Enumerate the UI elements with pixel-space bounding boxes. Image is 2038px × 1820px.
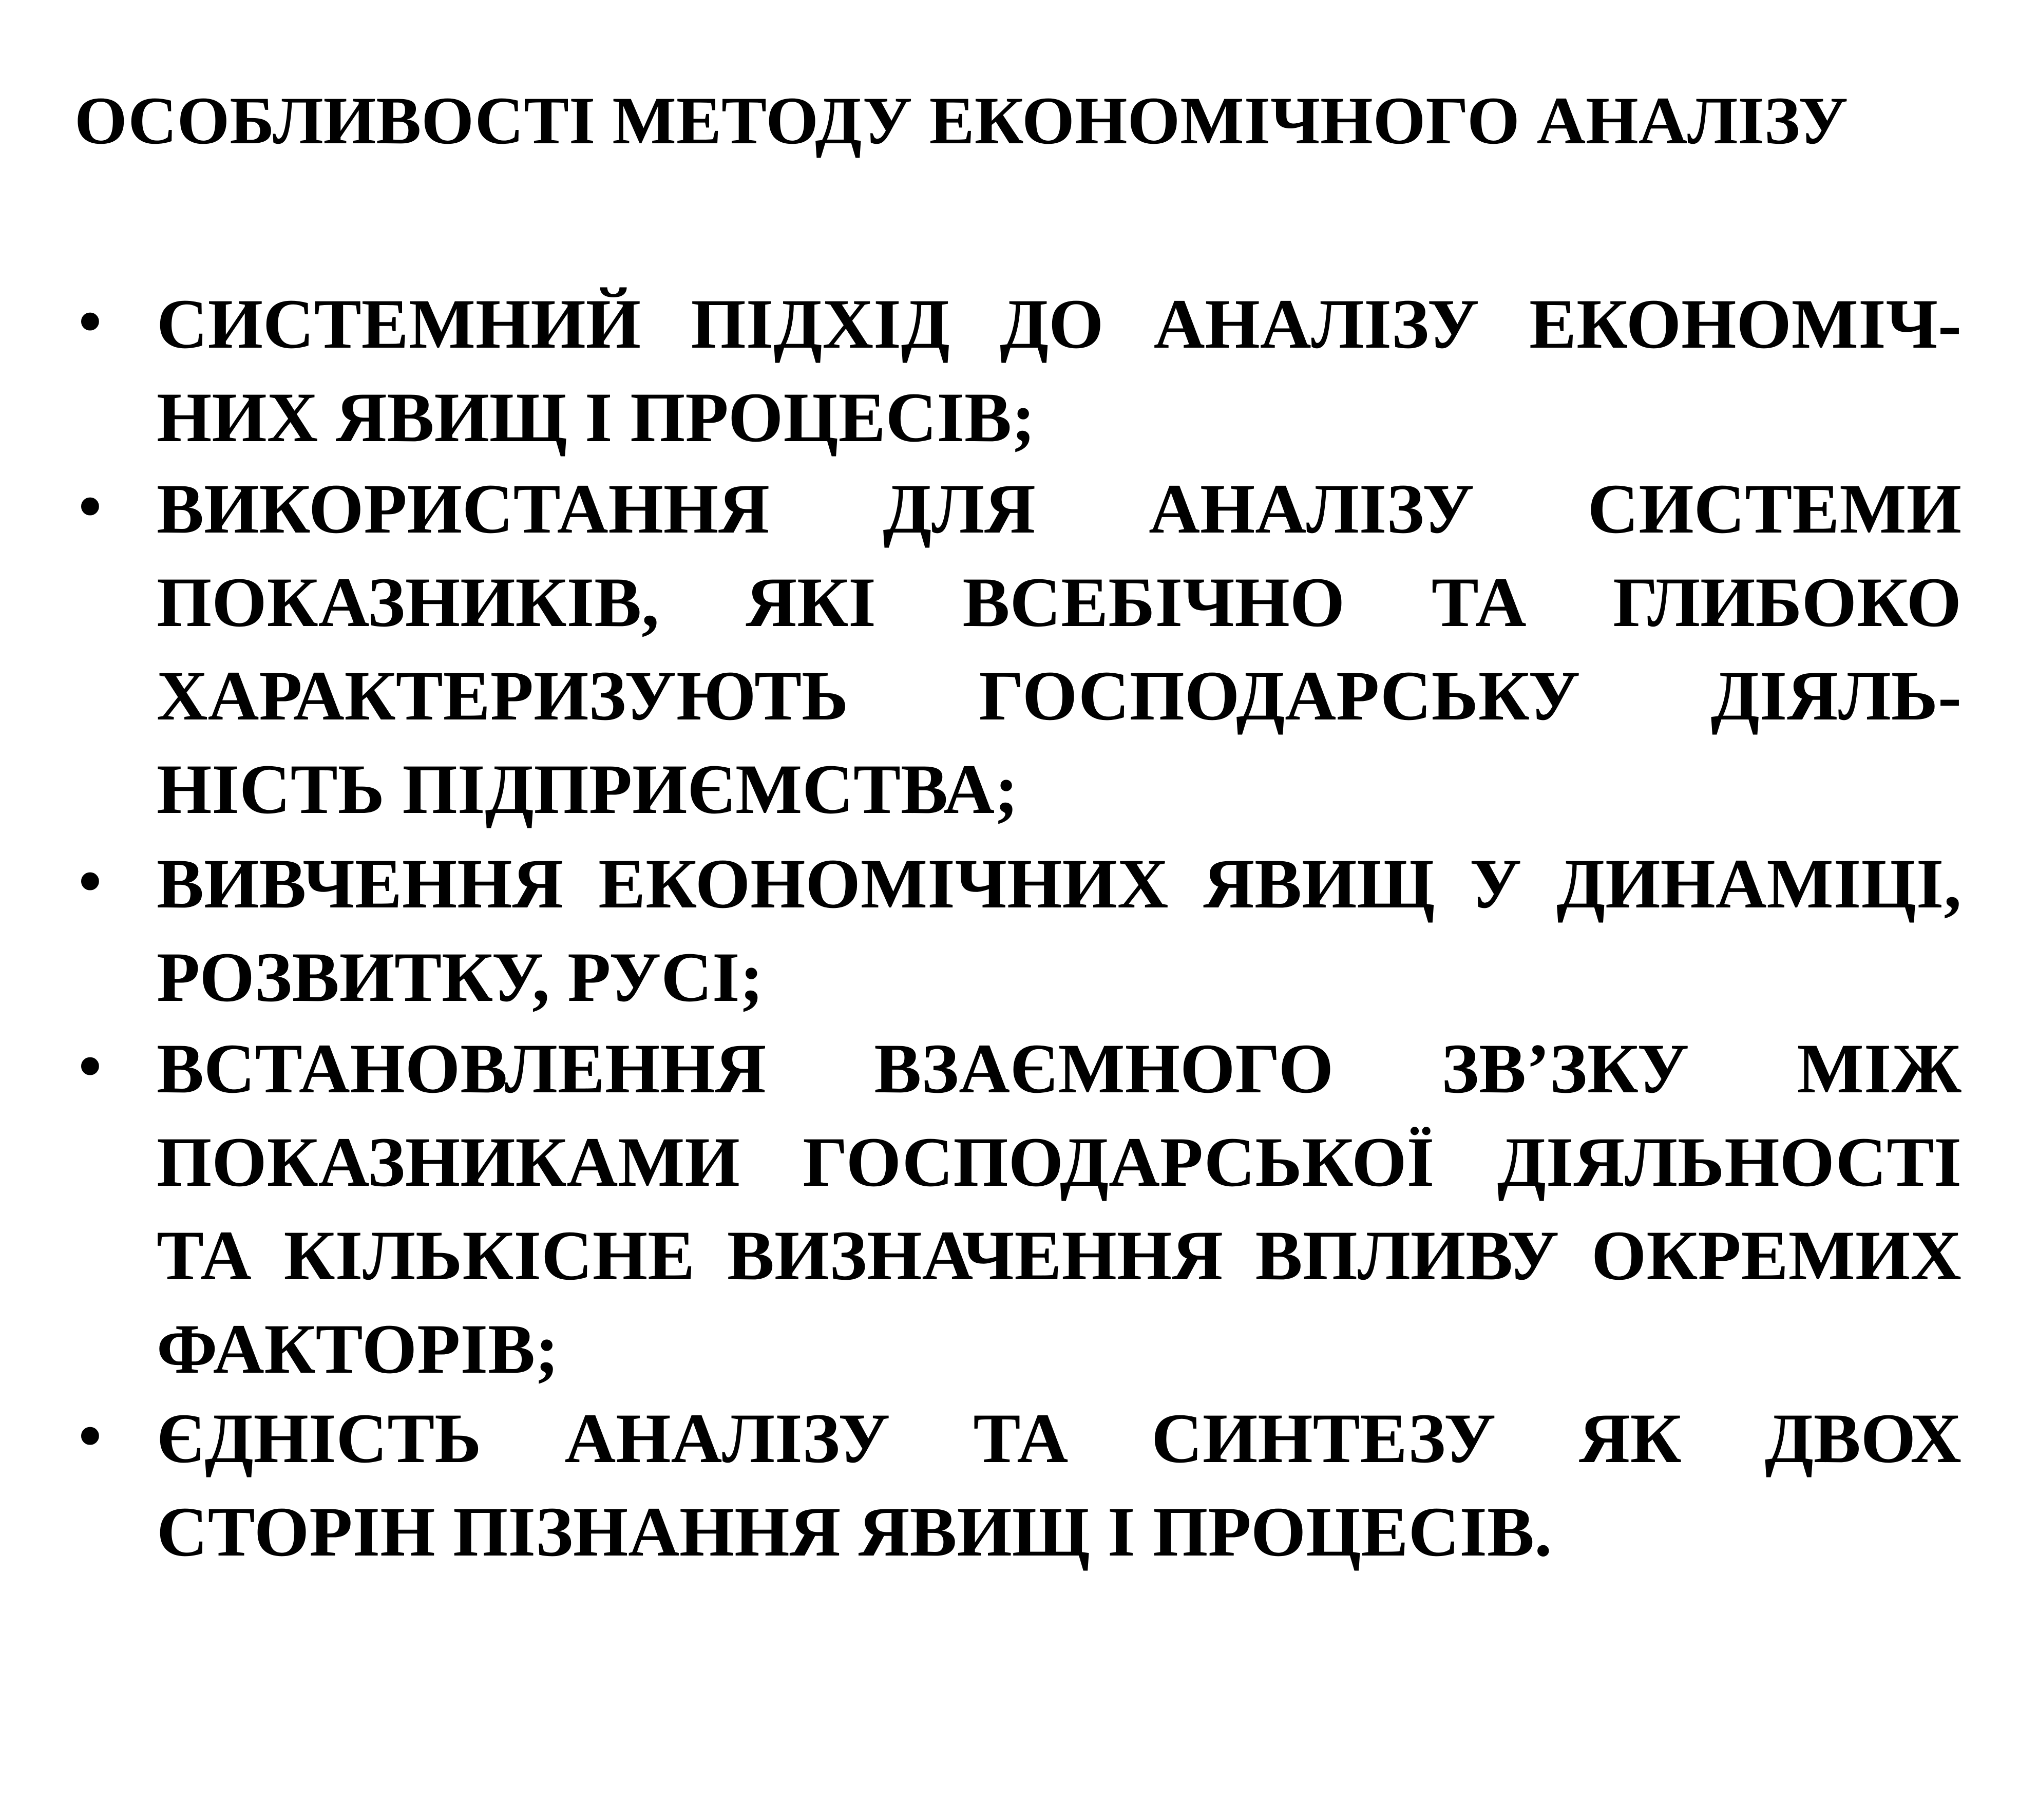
bullet-text-line: ХАРАКТЕРИЗУЮТЬ ГОСПОДАРСЬКУ ДІЯЛЬ- [157,656,1961,735]
page-title: ОСОБЛИВОСТІ МЕТОДУ ЕКОНОМІЧНОГО АНАЛІЗУ [74,83,1849,158]
bullet-text-line: ЄДНІСТЬ АНАЛІЗУ ТА СИНТЕЗУ ЯК ДВОХ [157,1399,1961,1477]
bullet-text [157,1392,1961,1579]
bullet-text [157,837,1961,1024]
bullet-text-line: ВИВЧЕННЯ ЕКОНОМІЧНИХ ЯВИЩ У ДИНАМІЦІ, [157,844,1961,923]
bullet-text [157,462,1961,836]
bullet-dot-icon: • [72,288,108,359]
bullet-text-line: ТА КІЛЬКІСНЕ ВИЗНАЧЕННЯ ВПЛИВУ ОКРЕМИХ [157,1216,1961,1295]
bullet-text-line: СТОРІН ПІЗНАННЯ ЯВИЩ І ПРОЦЕСІВ. [157,1492,1552,1571]
bullet-dot-icon: • [72,1033,108,1104]
bullet-text-line: ПОКАЗНИКАМИ ГОСПОДАРСЬКОЇ ДІЯЛЬНОСТІ [157,1123,1961,1201]
bullet-text-line: ВИКОРИСТАННЯ ДЛЯ АНАЛІЗУ СИСТЕМИ [157,469,1961,548]
bullet-text-line: НИХ ЯВИЩ І ПРОЦЕСІВ; [157,378,1036,457]
bullet-dot-icon: • [72,473,108,544]
bullet-text [157,277,1961,464]
bullet-item [72,1022,1961,1396]
bullet-dot-icon: • [72,1402,108,1474]
bullet-text-line: ФАКТОРІВ; [157,1310,559,1388]
bullet-text-line: РОЗВИТКУ, РУСІ; [157,938,764,1016]
bullet-item [72,1392,1961,1579]
bullet-text [157,1022,1961,1396]
bullet-text-line: СИСТЕМНИЙ ПІДХІД ДО АНАЛІЗУ ЕКОНОМІЧ- [157,285,1961,363]
bullet-item [72,277,1961,464]
bullet-item [72,462,1961,836]
bullet-item [72,837,1961,1024]
bullet-text-line: ВСТАНОВЛЕННЯ ВЗАЄМНОГО ЗВ’ЗКУ МІЖ [157,1029,1961,1108]
bullet-text-line: НІСТЬ ПІДПРИЄМСТВА; [157,750,1018,828]
bullet-dot-icon: • [72,848,108,919]
bullet-text-line: ПОКАЗНИКІВ, ЯКІ ВСЕБІЧНО ТА ГЛИБОКО [157,563,1961,641]
